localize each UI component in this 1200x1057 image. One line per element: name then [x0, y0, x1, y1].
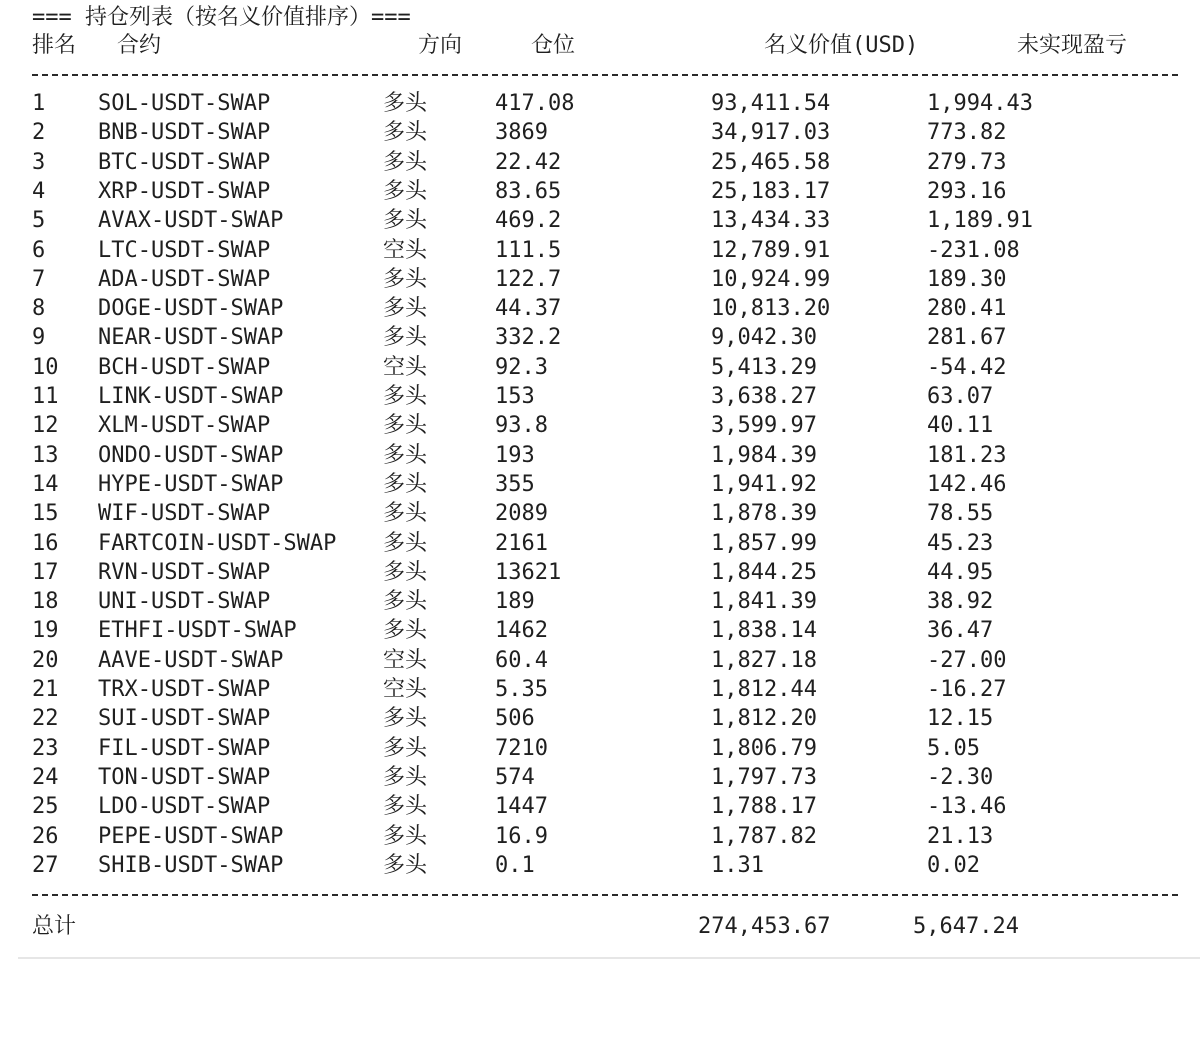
header-contract: 合约	[117, 33, 162, 58]
cell-upnl: 5.05	[927, 735, 980, 761]
cell-position: 44.37	[495, 296, 562, 322]
cell-notional: 25,465.58	[711, 149, 831, 175]
cell-notional: 1,788.17	[711, 794, 817, 820]
cell-contract: RVN-USDT-SWAP	[98, 559, 271, 585]
cell-position: 5.35	[495, 677, 548, 702]
cell-position: 7210	[495, 735, 548, 761]
cell-rank: 5	[32, 208, 46, 234]
cell-position: 93.8	[495, 413, 548, 439]
cell-direction: 多头	[383, 296, 428, 322]
cell-contract: HYPE-USDT-SWAP	[98, 471, 284, 497]
cell-upnl: -231.08	[927, 237, 1020, 263]
cell-contract: XLM-USDT-SWAP	[98, 413, 271, 439]
cell-notional: 1,984.39	[711, 442, 817, 468]
cell-upnl: 44.95	[927, 559, 994, 585]
cell-contract: BTC-USDT-SWAP	[98, 149, 271, 175]
cell-upnl: 189.30	[927, 266, 1007, 292]
cell-position: 83.65	[495, 178, 562, 204]
cell-notional: 34,917.03	[711, 120, 831, 146]
cell-direction: 空头	[383, 237, 428, 263]
cell-notional: 1,812.44	[711, 677, 817, 702]
cell-rank: 1	[32, 91, 46, 116]
cell-position: 16.9	[495, 823, 548, 849]
cell-rank: 16	[32, 530, 59, 556]
cell-position: 0.1	[495, 852, 535, 878]
cell-rank: 8	[32, 296, 46, 322]
cell-upnl: 21.13	[927, 823, 994, 849]
cell-direction: 空头	[383, 647, 428, 673]
cell-notional: 1,827.18	[711, 647, 817, 673]
cell-notional: 93,411.54	[711, 91, 831, 116]
cell-contract: AVAX-USDT-SWAP	[98, 208, 284, 234]
total-notional: 274,453.67	[698, 914, 831, 939]
table-row	[0, 206, 1200, 235]
cell-contract: PEPE-USDT-SWAP	[98, 823, 284, 849]
cell-direction: 多头	[383, 442, 428, 468]
cell-contract: WIF-USDT-SWAP	[98, 501, 271, 527]
cell-upnl: 40.11	[927, 413, 994, 439]
cell-position: 60.4	[495, 647, 548, 673]
cell-contract: LINK-USDT-SWAP	[98, 384, 284, 409]
cell-notional: 1,838.14	[711, 618, 817, 644]
cell-position: 1447	[495, 794, 548, 820]
output-bottom-border	[18, 957, 1200, 959]
cell-position: 355	[495, 471, 535, 497]
cell-direction: 多头	[383, 325, 428, 351]
header-separator	[32, 74, 1178, 76]
cell-notional: 9,042.30	[711, 325, 817, 351]
table-row	[0, 323, 1200, 352]
cell-position: 1462	[495, 618, 548, 644]
cell-contract: XRP-USDT-SWAP	[98, 178, 271, 204]
header-upnl: 未实现盈亏	[1017, 33, 1128, 58]
cell-upnl: -16.27	[927, 677, 1007, 702]
table-row	[0, 675, 1200, 704]
table-row	[0, 236, 1200, 265]
cell-notional: 1,787.82	[711, 823, 817, 849]
cell-direction: 空头	[383, 677, 428, 702]
cell-direction: 多头	[383, 530, 428, 556]
cell-upnl: 38.92	[927, 589, 994, 615]
cell-rank: 14	[32, 471, 59, 497]
cell-direction: 多头	[383, 91, 428, 116]
table-row	[0, 499, 1200, 528]
table-row	[0, 118, 1200, 147]
cell-direction: 多头	[383, 794, 428, 820]
cell-contract: TON-USDT-SWAP	[98, 764, 271, 790]
header-rank: 排名	[32, 33, 77, 58]
table-row	[0, 822, 1200, 851]
cell-direction: 多头	[383, 149, 428, 175]
cell-position: 22.42	[495, 149, 562, 175]
cell-rank: 22	[32, 706, 59, 732]
cell-upnl: 279.73	[927, 149, 1007, 175]
cell-contract: UNI-USDT-SWAP	[98, 589, 271, 615]
total-upnl: 5,647.24	[913, 914, 1019, 939]
cell-rank: 3	[32, 149, 46, 175]
table-row	[0, 177, 1200, 206]
cell-notional: 1,844.25	[711, 559, 817, 585]
cell-contract: ONDO-USDT-SWAP	[98, 442, 284, 468]
cell-notional: 1,806.79	[711, 735, 817, 761]
cell-rank: 24	[32, 764, 59, 790]
cell-upnl: 293.16	[927, 178, 1007, 204]
cell-rank: 26	[32, 823, 59, 849]
cell-contract: AAVE-USDT-SWAP	[98, 647, 284, 673]
cell-direction: 多头	[383, 266, 428, 292]
table-row	[0, 148, 1200, 177]
cell-rank: 20	[32, 647, 59, 673]
table-row	[0, 734, 1200, 763]
cell-upnl: 142.46	[927, 471, 1007, 497]
table-row	[0, 558, 1200, 587]
table-row	[0, 616, 1200, 645]
cell-direction: 多头	[383, 501, 428, 527]
cell-rank: 6	[32, 237, 46, 263]
cell-notional: 13,434.33	[711, 208, 831, 234]
cell-direction: 多头	[383, 589, 428, 615]
cell-position: 2089	[495, 501, 548, 527]
table-row	[0, 704, 1200, 733]
cell-direction: 多头	[383, 823, 428, 849]
cell-upnl: 45.23	[927, 530, 994, 556]
cell-contract: NEAR-USDT-SWAP	[98, 325, 284, 351]
cell-rank: 4	[32, 178, 46, 204]
cell-upnl: -27.00	[927, 647, 1007, 673]
cell-upnl: 36.47	[927, 618, 994, 644]
cell-contract: ADA-USDT-SWAP	[98, 266, 271, 292]
cell-position: 574	[495, 764, 535, 790]
cell-contract: BCH-USDT-SWAP	[98, 354, 271, 380]
table-row	[0, 587, 1200, 616]
cell-direction: 多头	[383, 852, 428, 878]
table-row	[0, 265, 1200, 294]
cell-rank: 17	[32, 559, 59, 585]
cell-rank: 19	[32, 618, 59, 644]
cell-rank: 10	[32, 354, 59, 380]
cell-direction: 多头	[383, 706, 428, 732]
total-label: 总计	[32, 914, 77, 939]
cell-rank: 2	[32, 120, 46, 146]
cell-contract: ETHFI-USDT-SWAP	[98, 618, 297, 644]
cell-position: 3869	[495, 120, 548, 146]
table-row	[0, 763, 1200, 792]
table-row	[0, 382, 1200, 411]
table-row	[0, 529, 1200, 558]
cell-rank: 9	[32, 325, 46, 351]
cell-upnl: -54.42	[927, 354, 1007, 380]
cell-upnl: 0.02	[927, 852, 980, 878]
cell-direction: 多头	[383, 178, 428, 204]
header-direction: 方向	[418, 33, 463, 58]
table-row	[0, 353, 1200, 382]
cell-position: 189	[495, 589, 535, 615]
cell-upnl: -2.30	[927, 764, 994, 790]
cell-direction: 多头	[383, 764, 428, 790]
cell-rank: 15	[32, 501, 59, 527]
cell-notional: 5,413.29	[711, 354, 817, 380]
cell-contract: LTC-USDT-SWAP	[98, 237, 271, 263]
cell-position: 153	[495, 384, 535, 409]
cell-upnl: 63.07	[927, 384, 994, 409]
cell-direction: 多头	[383, 618, 428, 644]
cell-rank: 13	[32, 442, 59, 468]
cell-direction: 多头	[383, 735, 428, 761]
table-row	[0, 470, 1200, 499]
cell-contract: SHIB-USDT-SWAP	[98, 852, 284, 878]
cell-contract: SUI-USDT-SWAP	[98, 706, 271, 732]
cell-notional: 1,841.39	[711, 589, 817, 615]
header-notional: 名义价值(USD)	[764, 33, 919, 58]
cell-contract: LDO-USDT-SWAP	[98, 794, 271, 820]
cell-notional: 25,183.17	[711, 178, 831, 204]
cell-direction: 多头	[383, 559, 428, 585]
cell-position: 193	[495, 442, 535, 468]
cell-notional: 1,812.20	[711, 706, 817, 732]
footer-separator	[32, 894, 1178, 896]
table-row	[0, 646, 1200, 675]
cell-contract: BNB-USDT-SWAP	[98, 120, 271, 146]
cell-position: 332.2	[495, 325, 562, 351]
table-header	[0, 31, 1200, 60]
cell-notional: 12,789.91	[711, 237, 831, 263]
cell-rank: 25	[32, 794, 59, 820]
cell-upnl: 78.55	[927, 501, 994, 527]
cell-rank: 23	[32, 735, 59, 761]
cell-notional: 1,797.73	[711, 764, 817, 790]
cell-direction: 空头	[383, 354, 428, 380]
cell-position: 111.5	[495, 237, 562, 263]
cell-position: 469.2	[495, 208, 562, 234]
table-row	[0, 89, 1200, 118]
cell-position: 2161	[495, 530, 548, 556]
cell-upnl: 1,189.91	[927, 208, 1033, 234]
cell-position: 92.3	[495, 354, 548, 380]
cell-upnl: 12.15	[927, 706, 994, 732]
table-row	[0, 411, 1200, 440]
cell-direction: 多头	[383, 120, 428, 146]
total-row	[0, 912, 1200, 941]
cell-position: 122.7	[495, 266, 562, 292]
cell-notional: 1.31	[711, 852, 764, 878]
cell-direction: 多头	[383, 471, 428, 497]
cell-upnl: 281.67	[927, 325, 1007, 351]
cell-rank: 18	[32, 589, 59, 615]
cell-contract: FARTCOIN-USDT-SWAP	[98, 530, 337, 556]
cell-notional: 1,941.92	[711, 471, 817, 497]
cell-upnl: 181.23	[927, 442, 1007, 468]
table-row	[0, 792, 1200, 821]
cell-contract: TRX-USDT-SWAP	[98, 677, 271, 702]
cell-notional: 1,878.39	[711, 501, 817, 527]
cell-notional: 10,924.99	[711, 266, 831, 292]
cell-notional: 3,638.27	[711, 384, 817, 409]
report-title: === 持仓列表（按名义价值排序）===	[32, 5, 411, 30]
cell-direction: 多头	[383, 208, 428, 234]
cell-rank: 12	[32, 413, 59, 439]
cell-rank: 21	[32, 677, 59, 702]
cell-notional: 3,599.97	[711, 413, 817, 439]
cell-contract: DOGE-USDT-SWAP	[98, 296, 284, 322]
cell-position: 417.08	[495, 91, 575, 116]
cell-direction: 多头	[383, 413, 428, 439]
cell-upnl: 773.82	[927, 120, 1007, 146]
cell-notional: 10,813.20	[711, 296, 831, 322]
cell-rank: 27	[32, 852, 59, 878]
cell-rank: 11	[32, 384, 59, 409]
cell-upnl: 1,994.43	[927, 91, 1033, 116]
cell-rank: 7	[32, 266, 46, 292]
table-row	[0, 294, 1200, 323]
cell-position: 13621	[495, 559, 562, 585]
header-position: 仓位	[531, 33, 576, 58]
cell-direction: 多头	[383, 384, 428, 409]
cell-notional: 1,857.99	[711, 530, 817, 556]
cell-upnl: -13.46	[927, 794, 1007, 820]
cell-upnl: 280.41	[927, 296, 1007, 322]
cell-contract: SOL-USDT-SWAP	[98, 91, 271, 116]
table-row	[0, 441, 1200, 470]
cell-contract: FIL-USDT-SWAP	[98, 735, 271, 761]
cell-position: 506	[495, 706, 535, 732]
table-row	[0, 851, 1200, 880]
